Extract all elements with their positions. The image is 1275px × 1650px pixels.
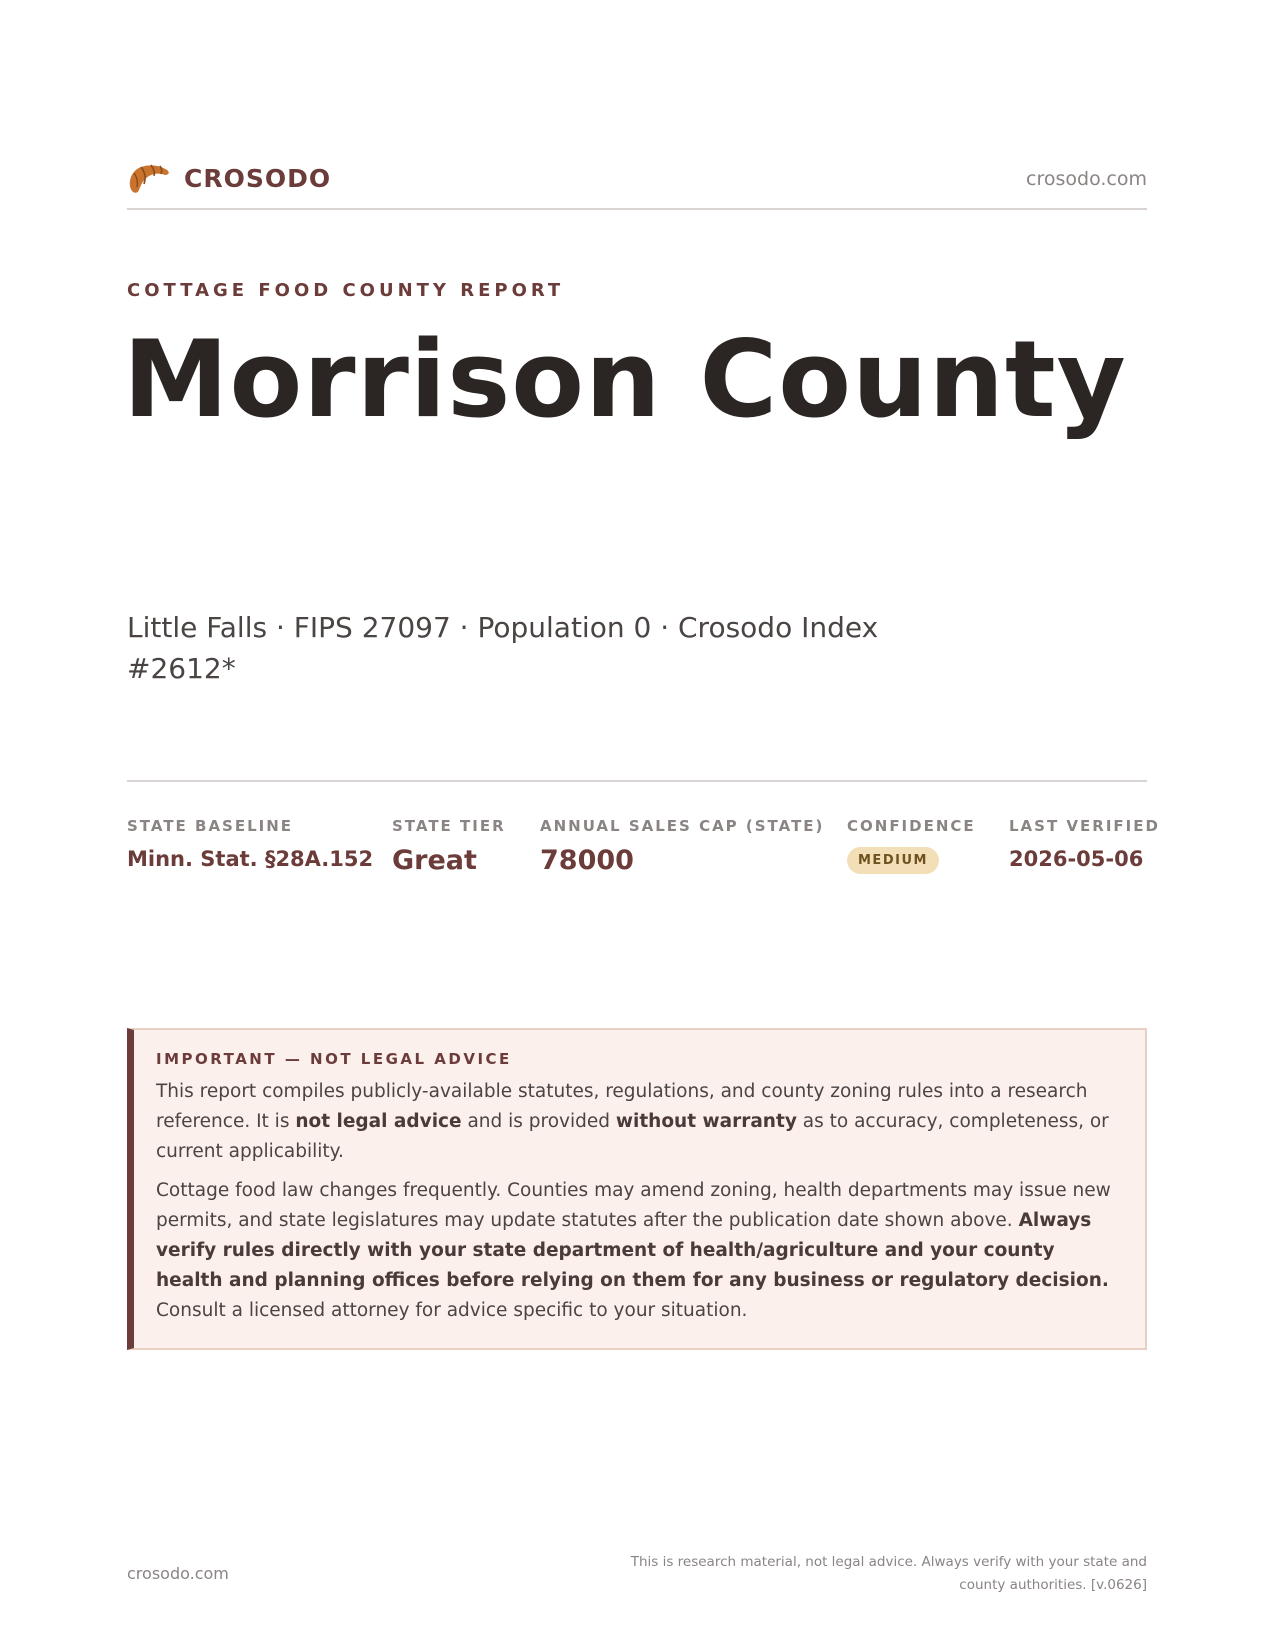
stat-label: ANNUAL SALES CAP (STATE) xyxy=(540,817,825,835)
footer-site: crosodo.com xyxy=(127,1564,229,1583)
stat-label: LAST VERIFIED xyxy=(1009,817,1160,835)
footer-disclaimer: This is research material, not legal advice. Always verify with your state and county authorities. [v.0626] xyxy=(630,1554,1147,1593)
stats-row xyxy=(127,817,1160,887)
notice-title: IMPORTANT — NOT LEGAL ADVICE xyxy=(156,1050,512,1068)
notice-text: and is provided xyxy=(461,1111,616,1132)
notice-emphasis: Always verify rules directly with your state department of health/agriculture and your county health and planning offices before relying on them for any business or regulatory decision. xyxy=(156,1210,1109,1291)
report-eyebrow: COTTAGE FOOD COUNTY REPORT xyxy=(127,280,565,301)
page-title: Morrison County xyxy=(123,318,1127,441)
stat-label: STATE TIER xyxy=(392,817,506,835)
stat-state-tier xyxy=(392,817,506,876)
notice-text: Cottage food law changes frequently. Counties may amend zoning, health departments may issue new permits, and state legislatures may update statutes after the publication date shown above. xyxy=(156,1180,1111,1231)
stat-label: CONFIDENCE xyxy=(847,817,976,835)
notice-text: as to accuracy, completeness, or current applicability. xyxy=(156,1111,1109,1162)
croissant-icon xyxy=(127,160,171,196)
stat-label: STATE BASELINE xyxy=(127,817,294,835)
section-divider xyxy=(127,780,1147,782)
report-page xyxy=(123,0,1160,1650)
stat-annual-sales-cap xyxy=(540,817,824,876)
report-subtitle: Little Falls · FIPS 27097 · Population 0 · Crosodo Index #2612* xyxy=(127,611,879,685)
stat-value: 2026-05-06 xyxy=(1009,847,1144,871)
site-link[interactable]: crosodo.com xyxy=(1026,168,1147,190)
stat-value: Minn. Stat. §28A.152 xyxy=(127,847,374,871)
brand-name: CROSODO xyxy=(184,164,332,193)
stat-value: Great xyxy=(392,845,477,876)
stat-state-baseline xyxy=(127,817,373,871)
notice-text: This report compiles publicly-available statutes, regulations, and county zoning rules into a research reference. It is xyxy=(156,1081,1088,1132)
legal-notice xyxy=(127,1028,1147,1350)
stat-confidence xyxy=(847,817,976,874)
notice-emphasis: not legal advice xyxy=(295,1111,462,1132)
stat-last-verified xyxy=(1009,817,1160,871)
notice-emphasis: without warranty xyxy=(615,1111,797,1132)
notice-paragraph-1 xyxy=(156,1077,1123,1167)
notice-paragraph-2 xyxy=(156,1176,1123,1326)
page-header xyxy=(127,158,1147,210)
stat-value: 78000 xyxy=(540,845,634,876)
notice-text: Consult a licensed attorney for advice specific to your situation. xyxy=(156,1300,748,1321)
confidence-badge: MEDIUM xyxy=(847,847,939,874)
